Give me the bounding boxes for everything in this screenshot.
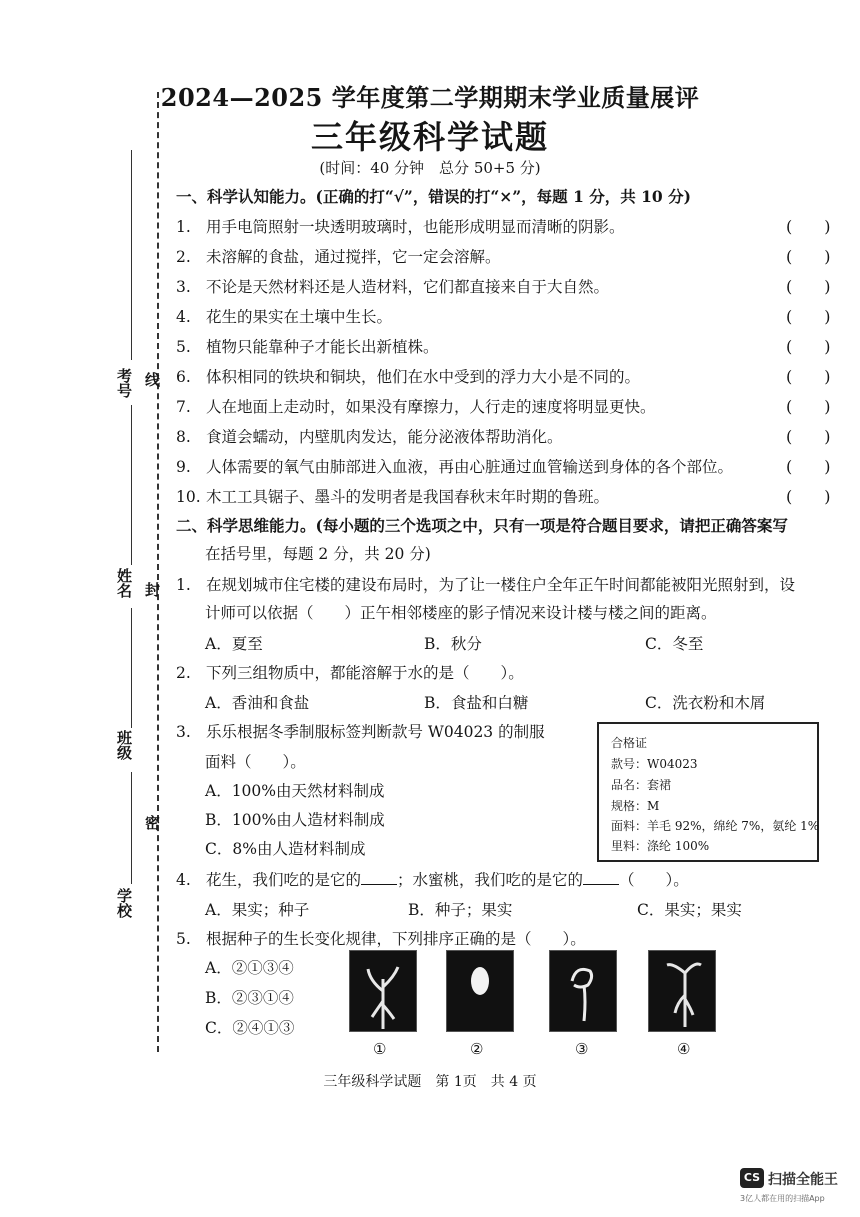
q2-number: 2. bbox=[176, 664, 191, 682]
section1-item-number: 7. bbox=[176, 398, 191, 416]
q4-text-part2: ；水蜜桃，我们吃的是它的 bbox=[397, 871, 584, 889]
q1-text-line2: 计师可以依据（ ）正午相邻楼座的影子情况来设计楼与楼之间的距离。 bbox=[205, 604, 717, 622]
q5-option-c: C．②④①③ bbox=[205, 1019, 295, 1037]
q2-option-b: B．食盐和白糖 bbox=[424, 694, 529, 712]
binding-dashed-line bbox=[157, 92, 159, 1052]
name-underline bbox=[131, 405, 132, 565]
seedling-image-1 bbox=[349, 950, 417, 1032]
exam-no-underline bbox=[131, 150, 132, 360]
answer-parentheses[interactable]: ( ) bbox=[786, 427, 831, 446]
seed-image-2 bbox=[446, 950, 514, 1032]
answer-parentheses[interactable]: ( ) bbox=[786, 337, 831, 356]
q5-option-a: A．②①③④ bbox=[205, 959, 294, 977]
q2-text: 下列三组物质中，都能溶解于水的是（ ）。 bbox=[206, 664, 524, 682]
q4-number: 4. bbox=[176, 871, 191, 889]
q4 bbox=[176, 868, 689, 890]
section1-item-text: 人体需要的氧气由肺部进入血液，再由心脏通过血管输送到身体的各个部位。 bbox=[206, 458, 734, 476]
class-label: 班级 bbox=[115, 730, 133, 760]
garment-certificate bbox=[597, 722, 819, 862]
q4-option-a: A．果实；种子 bbox=[205, 901, 310, 919]
section1-item-number: 4. bbox=[176, 308, 191, 326]
q1-option-c: C．冬至 bbox=[645, 635, 704, 653]
section1-item-text: 未溶解的食盐，通过搅拌，它一定会溶解。 bbox=[206, 248, 501, 266]
exam-no-label: 考号 bbox=[115, 368, 133, 398]
class-underline bbox=[131, 608, 132, 728]
section1-heading: 一、科学认知能力。(正确的打“√”，错误的打“×”，每题 1 分，共 10 分) bbox=[176, 187, 691, 206]
q2-option-c: C．洗衣粉和木屑 bbox=[645, 694, 766, 712]
section1-item-text: 不论是天然材料还是人造材料，它们都直接来自于大自然。 bbox=[206, 278, 610, 296]
section1-item-text: 食道会蠕动，内壁肌肉发达，能分泌液体帮助消化。 bbox=[206, 428, 563, 446]
section1-item-text: 木工工具锯子、墨斗的发明者是我国春秋末年时期的鲁班。 bbox=[206, 488, 610, 506]
q4-blank-1 bbox=[361, 870, 397, 885]
section1-item bbox=[176, 455, 733, 477]
name-label: 姓名 bbox=[115, 568, 133, 598]
q3-text-line1: 乐乐根据冬季制服标签判断款号 W04023 的制服 bbox=[206, 723, 545, 741]
section1-item-text: 用手电筒照射一块透明玻璃时，也能形成明显而清晰的阴影。 bbox=[206, 218, 625, 236]
q4-option-c: C．果实；果实 bbox=[637, 901, 742, 919]
image-caption-1: ① bbox=[373, 1040, 387, 1058]
binding-mark-line: 线 bbox=[143, 372, 161, 387]
page-footer: 三年级科学试题 第 1页 共 4 页 bbox=[323, 1074, 537, 1090]
answer-parentheses[interactable]: ( ) bbox=[786, 247, 831, 266]
section1-item-number: 3. bbox=[176, 278, 191, 296]
image-caption-3: ③ bbox=[575, 1040, 589, 1058]
exam-subtitle: 三年级科学试题 bbox=[310, 118, 549, 156]
certificate-fabric: 面料：羊毛 92%，绵纶 7%，氨纶 1% bbox=[611, 819, 820, 833]
scanner-tagline: 3亿人都在用的扫描App bbox=[740, 1194, 825, 1203]
school-underline bbox=[131, 772, 132, 884]
section1-item bbox=[176, 245, 501, 267]
certificate-lining: 里料：涤纶 100% bbox=[611, 839, 710, 853]
section1-item bbox=[176, 425, 563, 447]
q4-text-part3: （ ）。 bbox=[619, 871, 689, 889]
section1-item-text: 植物只能靠种子才能长出新植株。 bbox=[206, 338, 439, 356]
q1-number: 1. bbox=[176, 576, 191, 594]
section1-item bbox=[176, 215, 625, 237]
section1-item bbox=[176, 395, 656, 417]
section1-item-number: 6. bbox=[176, 368, 191, 386]
section1-item-number: 9. bbox=[176, 458, 191, 476]
school-label: 学校 bbox=[115, 888, 133, 918]
q3-number: 3. bbox=[176, 723, 191, 741]
section1-item bbox=[176, 305, 392, 327]
q4-option-b: B．种子；果实 bbox=[408, 901, 513, 919]
q3-option-a: A．100%由天然材料制成 bbox=[205, 782, 385, 800]
image-caption-4: ④ bbox=[677, 1040, 691, 1058]
section1-item-text: 人在地面上走动时，如果没有摩擦力，人行走的速度将明显更快。 bbox=[206, 398, 656, 416]
q5 bbox=[176, 927, 586, 949]
section1-item-text: 花生的果实在土壤中生长。 bbox=[206, 308, 393, 326]
q2 bbox=[176, 661, 524, 683]
certificate-product-name: 品名：套裙 bbox=[611, 778, 672, 792]
answer-parentheses[interactable]: ( ) bbox=[786, 277, 831, 296]
q5-number: 5. bbox=[176, 930, 191, 948]
exam-title: 2024—2025 学年度第二学期期末学业质量展评 bbox=[160, 83, 700, 112]
answer-parentheses[interactable]: ( ) bbox=[786, 307, 831, 326]
image-caption-2: ② bbox=[470, 1040, 484, 1058]
section2-heading-line2: 在括号里，每题 2 分，共 20 分) bbox=[205, 545, 431, 563]
q5-option-b: B．②③①④ bbox=[205, 989, 294, 1007]
section1-item bbox=[176, 365, 640, 387]
q2-option-a: A．香油和食盐 bbox=[205, 694, 310, 712]
certificate-size: 规格：M bbox=[611, 799, 660, 813]
binding-mark-seal: 封 bbox=[143, 582, 161, 597]
answer-parentheses[interactable]: ( ) bbox=[786, 367, 831, 386]
time-info: (时间：40 分钟 总分 50+5 分) bbox=[319, 159, 541, 177]
q1 bbox=[176, 573, 795, 595]
answer-parentheses[interactable]: ( ) bbox=[786, 457, 831, 476]
section1-item-number: 5. bbox=[176, 338, 191, 356]
q4-blank-2 bbox=[583, 870, 619, 885]
certificate-style-no: 款号：W04023 bbox=[611, 757, 698, 771]
seedling-image-4 bbox=[648, 950, 716, 1032]
q5-text: 根据种子的生长变化规律，下列排序正确的是（ ）。 bbox=[206, 930, 586, 948]
q4-text-part1: 花生，我们吃的是它的 bbox=[206, 871, 362, 889]
certificate-title: 合格证 bbox=[611, 736, 648, 750]
q3 bbox=[176, 720, 545, 742]
q3-option-b: B．100%由人造材料制成 bbox=[205, 811, 385, 829]
section1-item-number: 8. bbox=[176, 428, 191, 446]
q1-option-a: A．夏至 bbox=[205, 635, 263, 653]
answer-parentheses[interactable]: ( ) bbox=[786, 397, 831, 416]
answer-parentheses[interactable]: ( ) bbox=[786, 487, 831, 506]
section1-item bbox=[176, 485, 609, 507]
answer-parentheses[interactable]: ( ) bbox=[786, 217, 831, 236]
section1-item bbox=[176, 275, 609, 297]
section1-item-number: 1. bbox=[176, 218, 191, 236]
q3-option-c: C．8%由人造材料制成 bbox=[205, 840, 366, 858]
scanner-app-name: 扫描全能王 bbox=[768, 1172, 838, 1188]
sprouting-seed-image-3 bbox=[549, 950, 617, 1032]
q1-text-line1: 在规划城市住宅楼的建设布局时，为了让一楼住户全年正午时间都能被阳光照射到，设 bbox=[206, 576, 796, 594]
q1-option-b: B．秋分 bbox=[424, 635, 482, 653]
scanner-logo-icon: CS bbox=[740, 1168, 764, 1188]
section1-item bbox=[176, 335, 439, 357]
section2-heading-line1: 二、科学思维能力。(每小题的三个选项之中，只有一项是符合题目要求，请把正确答案写 bbox=[176, 516, 788, 535]
section1-item-text: 体积相同的铁块和铜块，他们在水中受到的浮力大小是不同的。 bbox=[206, 368, 641, 386]
section1-item-number: 2. bbox=[176, 248, 191, 266]
q3-text-line2: 面料（ ）。 bbox=[205, 753, 306, 771]
section1-item-number: 10. bbox=[176, 488, 201, 506]
binding-mark-secret: 密 bbox=[143, 815, 161, 830]
